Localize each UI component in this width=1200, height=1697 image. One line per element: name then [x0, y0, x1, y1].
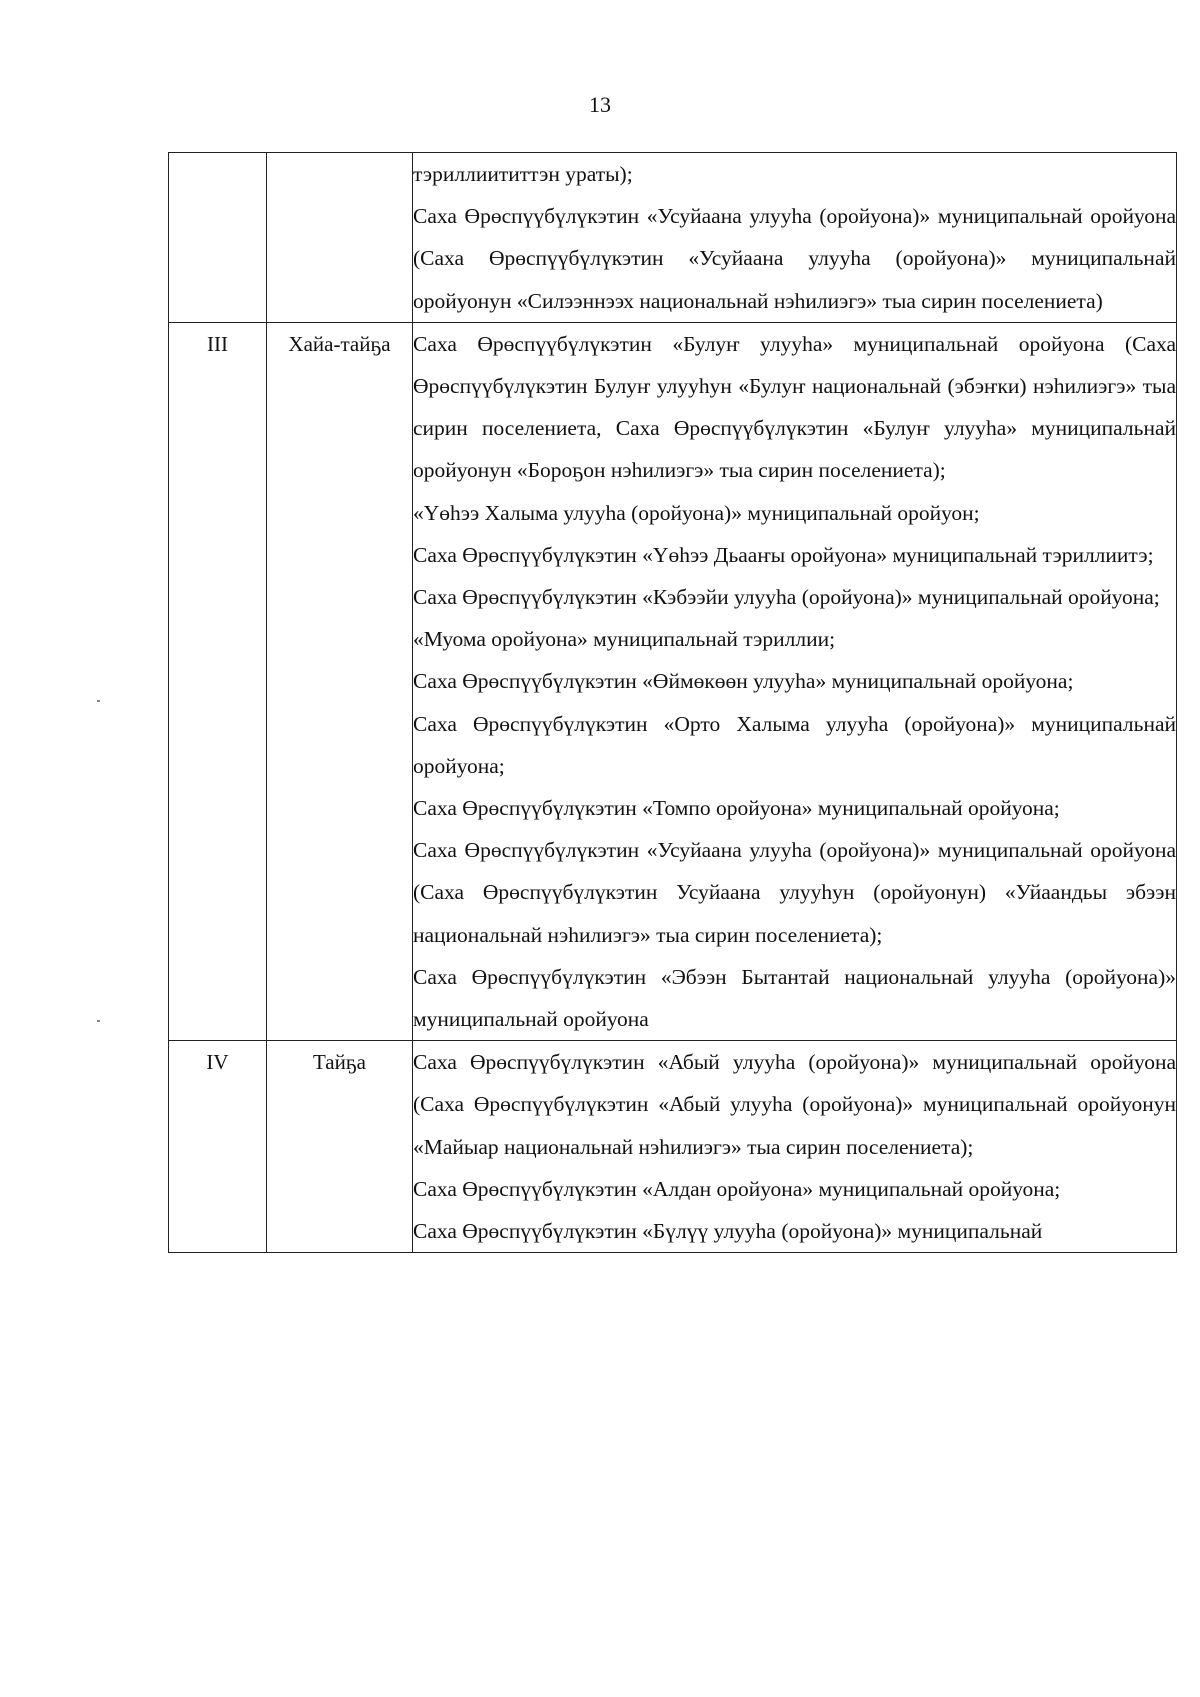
- zones-table: [168, 152, 1177, 1253]
- scan-speck: [97, 700, 100, 702]
- municipality-entry: Саха Өрөспүүбүлүкэтин «Булуҥ улууһа» муниципальнай оройуона (Саха Өрөспүүбүлүкэтин Булуҥ улууһун «Булуҥ национальнай (эбэҥки) нэһилиэгэ» тыа сирин поселениета, Саха Өрөспүүбүлүкэтин «Булуҥ улууһа» муниципальнай оройуонун «Бороҕон нэһилиэгэ» тыа сирин поселениета);: [413, 331, 1176, 483]
- municipality-entry: Саха Өрөспүүбүлүкэтин «Орто Халыма улууһа (оройуона)» муниципальнай оройуона;: [413, 711, 1176, 778]
- zone-name-cell: Хайа-тайҕа: [267, 322, 413, 1040]
- municipality-entry: Саха Өрөспүүбүлүкэтин «Томпо оройуона» муниципальнай оройуона;: [413, 796, 1060, 821]
- municipality-entry: Саха Өрөспүүбүлүкэтин «Бүлүү улууһа (оройуона)» муниципальнай: [413, 1219, 1043, 1244]
- table-row: [169, 322, 1177, 1040]
- table-row: [169, 1041, 1177, 1253]
- municipality-entry: Саха Өрөспүүбүлүкэтин «Кэбээйи улууһа (оройуона)» муниципальнай оройуона;: [413, 585, 1160, 610]
- municipality-entry: Саха Өрөспүүбүлүкэтин «Өймөкөөн улууһа» муниципальнай оройуона;: [413, 669, 1074, 694]
- municipality-entry: «Муома оройуона» муниципальнай тэриллии;: [413, 627, 836, 652]
- municipality-list-cell: [413, 153, 1177, 323]
- municipality-entry: Саха Өрөспүүбүлүкэтин «Усуйаана улууһа (оройуона)» муниципальнай оройуона (Саха Өрөспүүбүлүкэтин Усуйаана улууһун (оройуонун) «Уйаандьы эбээн национальнай нэһилиэгэ» тыа сирин поселениета);: [413, 838, 1176, 947]
- zone-number-cell: IV: [169, 1041, 267, 1253]
- municipality-entry: Саха Өрөспүүбүлүкэтин «Үөһээ Дьааҥы оройуона» муниципальнай тэриллиитэ;: [413, 542, 1154, 567]
- zone-name-cell: Тайҕа: [267, 1041, 413, 1253]
- municipality-list-cell: [413, 322, 1177, 1040]
- municipality-entry: тэриллиититтэн ураты);: [413, 162, 633, 186]
- table-row: [169, 153, 1177, 323]
- municipality-entry: Саха Өрөспүүбүлүкэтин «Алдан оройуона» муниципальнай оройуона;: [413, 1176, 1061, 1201]
- municipality-entry: Саха Өрөспүүбүлүкэтин «Эбээн Бытантай национальнай улууһа (оройуона)» муниципальнай оройуона: [413, 964, 1176, 1032]
- zone-number-cell: III: [169, 322, 267, 1040]
- municipality-entry: «Үөһээ Халыма улууһа (оройуона)» муниципальнай оройуон;: [413, 500, 980, 525]
- zones-table-body: [169, 153, 1177, 1253]
- zone-number-cell: [169, 153, 267, 323]
- page-number: 13: [589, 92, 611, 117]
- municipality-list-cell: [413, 1041, 1177, 1253]
- zone-name-cell: [267, 153, 413, 323]
- scan-speck: [97, 1020, 100, 1022]
- municipality-entry: Саха Өрөспүүбүлүкэтин «Усуйаана улууһа (оройуона)» муниципальнай оройуона (Саха Өрөспүүбүлүкэтин «Усуйаана улууһа (оройуона)» муниципальнай оройуонун «Силээннээх национальнай нэһилиэгэ» тыа сирин поселениета): [413, 204, 1176, 313]
- municipality-entry: Саха Өрөспүүбүлүкэтин «Абый улууһа (оройуона)» муниципальнай оройуона (Саха Өрөспүүбүлүкэтин «Абый улууһа (оройуона)» муниципальнай оройуонун «Майыар национальнай нэһилиэгэ» тыа сирин поселениета);: [413, 1050, 1176, 1159]
